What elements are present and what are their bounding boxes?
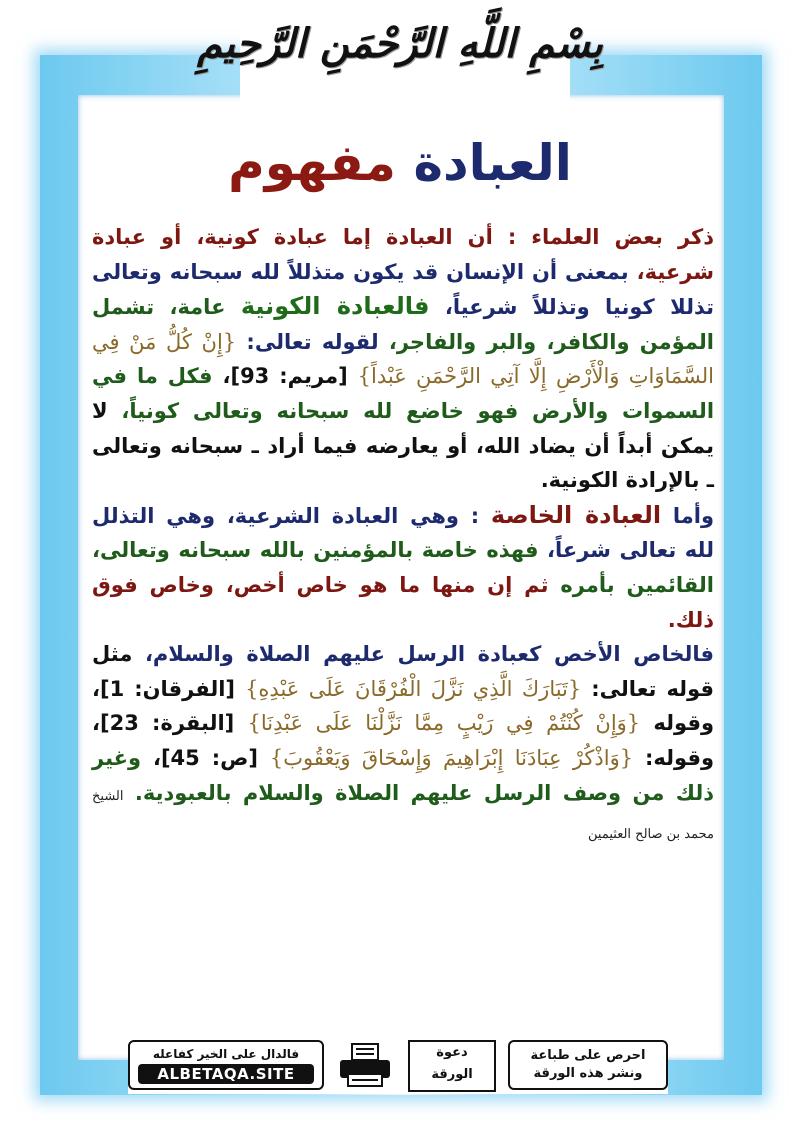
text-segment: : وهي العبادة الشرعية، وهي التذلل لله تعالى شرعاً،: [92, 503, 714, 563]
dawah-logo: [408, 1040, 496, 1092]
footer-website-box: [128, 1040, 324, 1090]
footer-bar: [128, 1040, 668, 1094]
page-title: [0, 128, 800, 198]
title-word-1: مفهوم: [228, 134, 397, 192]
footer-slogan: فالدال على الخير كفاعله: [152, 1047, 300, 1061]
quran-verse: {إِنْ كُلُّ مَنْ فِي السَّمَاوَاتِ وَالْأَرْضِ إِلَّا آتِي الرَّحْمَنِ عَبْداً}: [92, 329, 714, 389]
verse-reference: [الفرقان: 1]،: [92, 676, 236, 701]
text-segment: وغير ذلك من وصف الرسل عليهم الصلاة والسلام بالعبودية.: [92, 745, 715, 805]
text-segment: وقوله:: [645, 745, 715, 770]
text-segment: فكل ما في السموات والأرض فهو خاضع لله سبحانه وتعالى كونياً،: [92, 364, 715, 423]
footer-print-line-1: احرص على طباعة: [530, 1048, 646, 1063]
quran-verse: {تَبَارَكَ الَّذِي نَزَّلَ الْفُرْقَانَ عَلَى عَبْدِهِ}: [245, 676, 582, 701]
text-segment: وقوله: [653, 711, 714, 736]
quran-verse: {وَإِنْ كُنْتُمْ فِي رَيْبٍ مِمَّا نَزَّلْنَا عَلَى عَبْدِنَا}: [247, 711, 641, 736]
basmala-calligraphy: بِسْمِ اللَّهِ الرَّحْمَنِ الرَّحِيمِ: [197, 20, 603, 67]
logo-line-2: الورقة: [431, 1067, 473, 1082]
text-segment: مثل قوله تعالى:: [92, 642, 714, 701]
printer-icon: [336, 1042, 394, 1088]
text-segment: لا يمكن أبداً أن يضاد الله، أو يعارضه فيما أراد ـ سبحانه وتعالى ـ بالإرادة الكونية.: [92, 398, 714, 493]
text-segment: فالخاص الأخص كعبادة الرسل عليهم الصلاة والسلام،: [144, 642, 714, 667]
highlight-term: العبادة الخاصة: [490, 500, 662, 529]
footer-print-box: [508, 1040, 668, 1090]
paragraph-1: [92, 220, 714, 498]
text-segment: فهذه خاصة بالمؤمنين بالله سبحانه وتعالى، القائمين بأمره: [92, 538, 714, 597]
text-segment: لقوله تعالى:: [246, 329, 379, 354]
author-credit: الشيخ محمد بن صالح العثيمين: [92, 788, 714, 843]
paragraph-3: [92, 637, 714, 853]
text-segment: بمعنى أن الإنسان قد يكون متذللاً لله سبحانه وتعالى تذللا كونيا وتذللاً شرعياً،: [92, 259, 715, 320]
article-body: [92, 220, 714, 853]
verse-reference: [البقرة: 23]،: [92, 711, 235, 736]
text-segment: عامة، تشمل المؤمن والكافر، والبر والفاجر،: [92, 295, 714, 354]
title-word-2: العبادة: [413, 134, 572, 192]
quran-verse: {وَاذْكُرْ عِبَادَنَا إِبْرَاهِيمَ وَإِسْحَاقَ وَيَعْقُوبَ}: [269, 745, 634, 770]
footer-website-link[interactable]: ALBETAQA.SITE: [138, 1064, 314, 1084]
paragraph-2: [92, 498, 714, 637]
verse-reference: [ص: 45]،: [152, 745, 258, 770]
logo-line-1: دعوة: [436, 1045, 468, 1060]
text-segment: وأما: [672, 503, 714, 528]
highlight-term: فالعبادة الكونية: [240, 292, 430, 321]
text-segment: ذكر بعض العلماء : أن العبادة إما عبادة كونية، أو عبادة شرعية،: [92, 225, 714, 284]
text-segment: ثم إن منها ما هو خاص أخص، وخاص فوق ذلك.: [92, 572, 714, 632]
footer-print-line-2: ونشر هذه الورقة: [533, 1066, 643, 1081]
verse-reference: [مريم: 93]،: [222, 364, 348, 389]
